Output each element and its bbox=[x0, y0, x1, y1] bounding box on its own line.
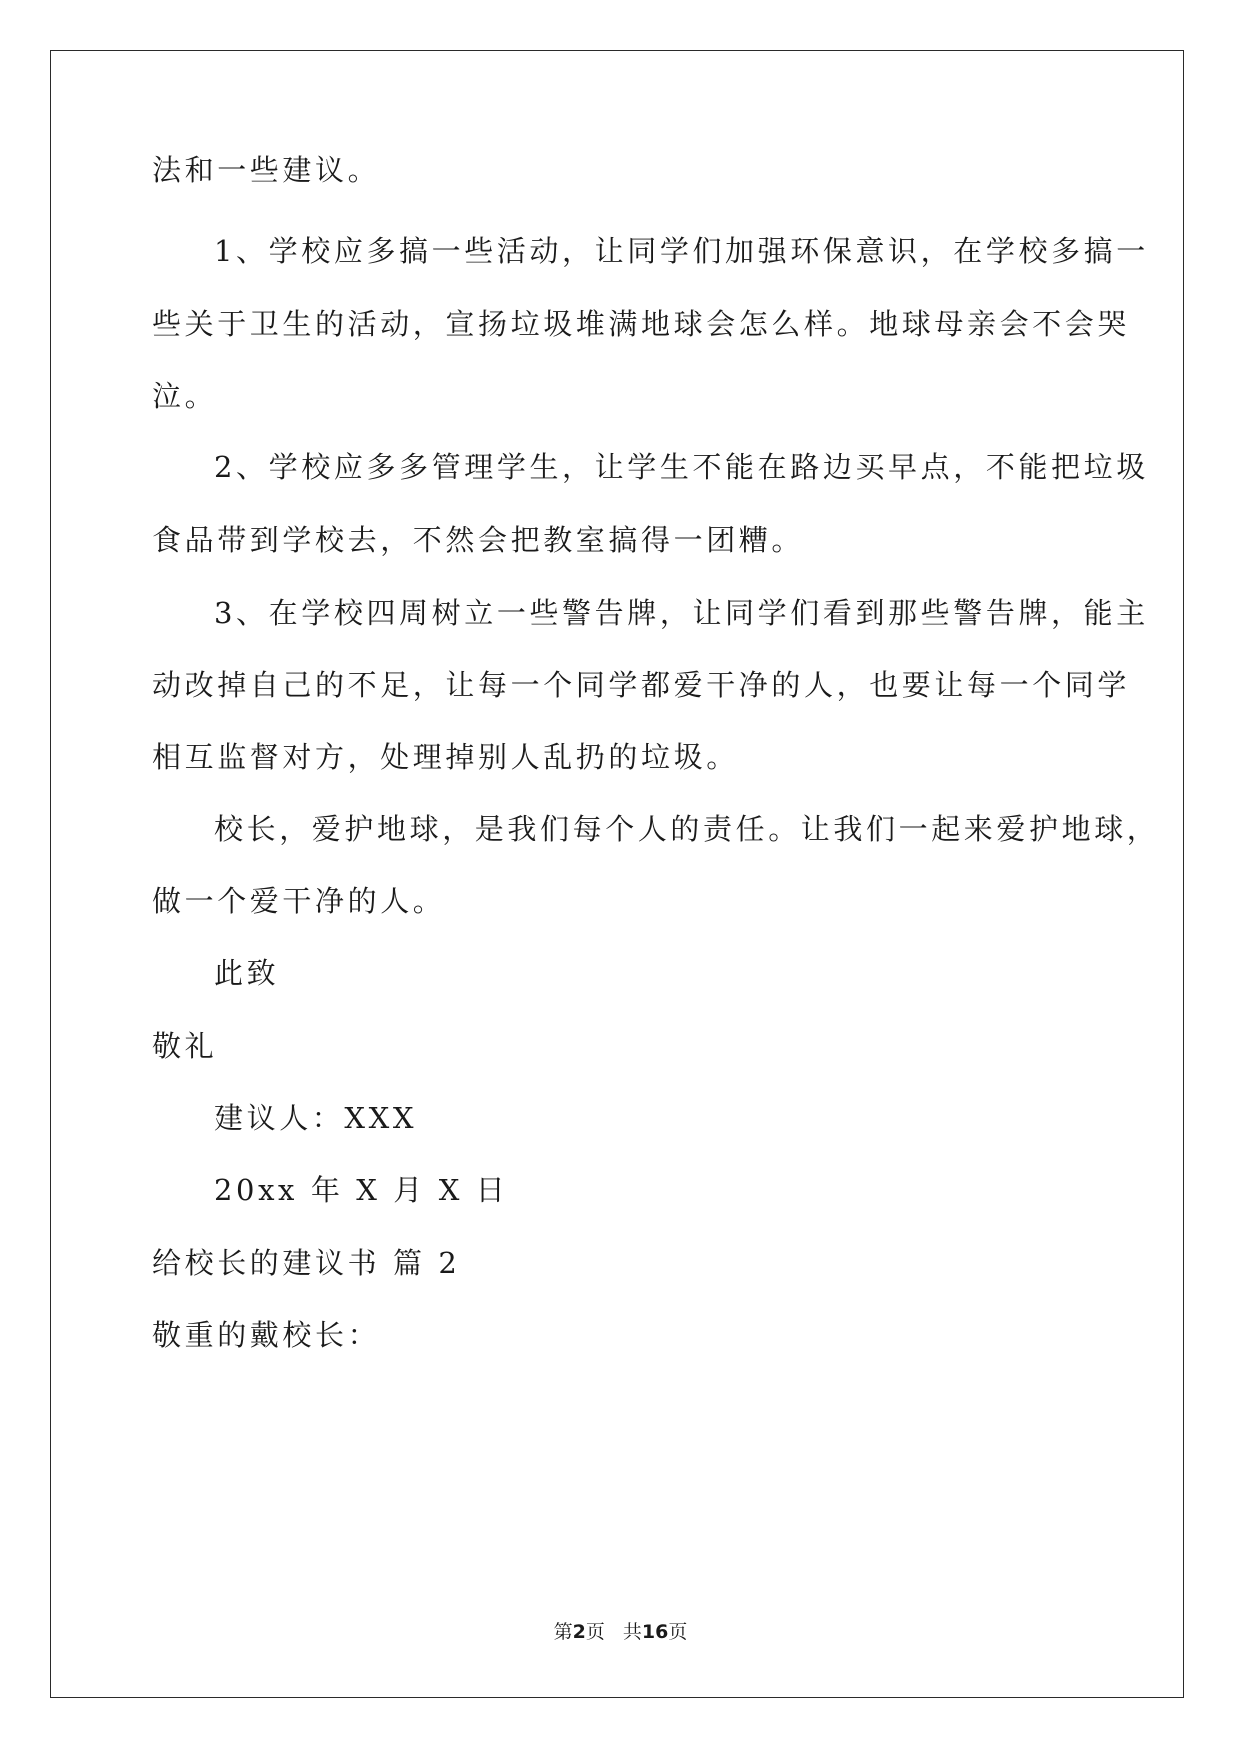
text-line: 做一个爱干净的人。 bbox=[152, 884, 446, 918]
total-pages-suffix: 页 bbox=[668, 1621, 688, 1643]
page-footer bbox=[0, 1617, 1241, 1644]
text-line: 相互监督对方，处理掉别人乱扔的垃圾。 bbox=[152, 740, 739, 774]
greeting-line: 敬重的戴校长： bbox=[152, 1318, 381, 1352]
current-page-number: 2 bbox=[572, 1621, 586, 1643]
total-page-count: 16 bbox=[641, 1621, 669, 1643]
section-heading: 给校长的建议书 篇 2 bbox=[152, 1246, 461, 1280]
page-border bbox=[50, 50, 1184, 1698]
text-line: 食品带到学校去，不然会把教室搞得一团糟。 bbox=[152, 523, 805, 557]
text-line: 动改掉自己的不足，让每一个同学都爱干净的人，也要让每一个同学 bbox=[152, 668, 1131, 702]
date-line: 20xx 年 X 月 X 日 bbox=[214, 1173, 509, 1207]
page-number-suffix: 页 bbox=[585, 1621, 605, 1643]
page-number-prefix: 第 bbox=[553, 1621, 573, 1643]
text-line: 2、学校应多多管理学生，让学生不能在路边买早点，不能把垃圾 bbox=[214, 450, 1149, 484]
text-line: 校长，爱护地球，是我们每个人的责任。让我们一起来爱护地球， bbox=[214, 812, 1160, 846]
text-line: 法和一些建议。 bbox=[152, 153, 381, 187]
closing-salutation: 此致 bbox=[214, 956, 280, 990]
text-line: 些关于卫生的活动，宣扬垃圾堆满地球会怎么样。地球母亲会不会哭 bbox=[152, 307, 1131, 341]
signature-line: 建议人：XXX bbox=[214, 1101, 418, 1135]
text-line: 1、学校应多搞一些活动，让同学们加强环保意识，在学校多搞一 bbox=[214, 234, 1149, 268]
text-line: 3、在学校四周树立一些警告牌，让同学们看到那些警告牌，能主 bbox=[214, 596, 1149, 630]
text-line: 泣。 bbox=[152, 379, 218, 413]
closing-regards: 敬礼 bbox=[152, 1029, 218, 1063]
total-pages-prefix: 共 bbox=[622, 1621, 642, 1643]
